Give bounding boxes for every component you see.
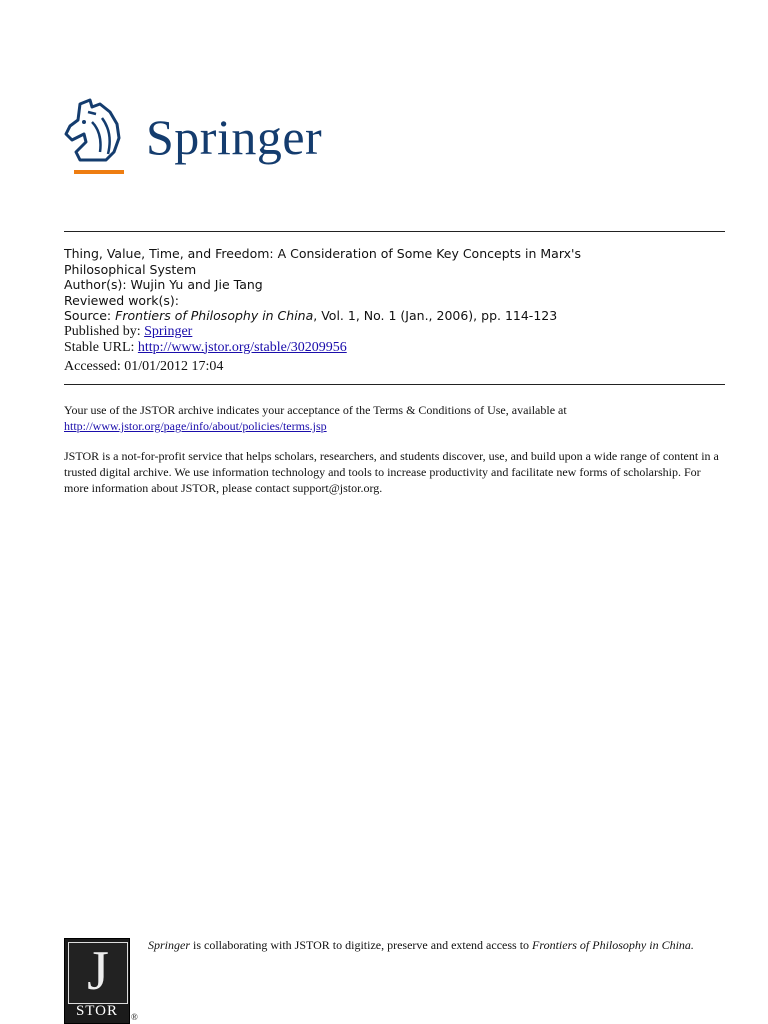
accessed-line: Accessed: 01/01/2012 17:04	[64, 359, 224, 375]
authors-label: Author(s):	[64, 277, 127, 293]
terms-link[interactable]: http://www.jstor.org/page/info/about/policies/terms.jsp	[64, 419, 327, 433]
registered-mark: ®	[131, 1012, 138, 1022]
terms-text: Your use of the JSTOR archive indicates your acceptance of the Terms & Conditions of Use, available at	[64, 403, 567, 417]
top-divider	[64, 231, 725, 232]
logo-accent-bar	[74, 170, 124, 174]
stable-url-label: Stable URL:	[64, 339, 135, 355]
jstor-logo-letter: J	[87, 940, 109, 1002]
bottom-divider	[64, 384, 725, 385]
terms-notice	[64, 402, 726, 434]
springer-logo	[62, 98, 362, 182]
source-line	[64, 308, 724, 324]
jstor-logo	[64, 938, 130, 1024]
collab-text: is collaborating with JSTOR to digitize, preserve and extend access to	[190, 938, 533, 952]
collaboration-note	[148, 940, 708, 951]
jstor-logo-word: STOR	[75, 1003, 119, 1019]
source-detail: , Vol. 1, No. 1 (Jan., 2006), pp. 114-123	[313, 308, 558, 324]
reviewed-line: Reviewed work(s):	[64, 292, 179, 308]
jstor-description: JSTOR is a not-for-profit service that helps scholars, researchers, and students discover, use, and build upon a wide range of content in a trusted digital archive. We use information technology and tools to increase productivity and facilitate new forms of scholarship. For more information about JSTOR, please contact support@jstor.org.	[64, 449, 719, 495]
collab-journal: Frontiers of Philosophy in China.	[532, 938, 694, 952]
journal-title: Frontiers of Philosophy in China	[115, 308, 314, 324]
stable-url-link[interactable]: http://www.jstor.org/stable/30209956	[137, 339, 347, 355]
authors-value: Wujin Yu and Jie Tang	[130, 277, 263, 293]
article-title-line2: Philosophical System	[64, 261, 197, 277]
article-metadata	[64, 246, 724, 375]
collab-publisher: Springer	[148, 938, 190, 952]
jstor-logo-emblem	[68, 942, 128, 1004]
published-line	[64, 324, 724, 340]
springer-wordmark: Springer	[146, 109, 323, 165]
published-label: Published by:	[64, 323, 141, 339]
article-title-line1: Thing, Value, Time, and Freedom: A Consideration of Some Key Concepts in Marx's	[64, 246, 581, 261]
authors-line	[64, 277, 724, 293]
publisher-link[interactable]: Springer	[144, 323, 193, 339]
stable-url-line	[64, 340, 724, 356]
springer-horse-icon	[62, 98, 132, 168]
source-label: Source:	[64, 308, 112, 324]
